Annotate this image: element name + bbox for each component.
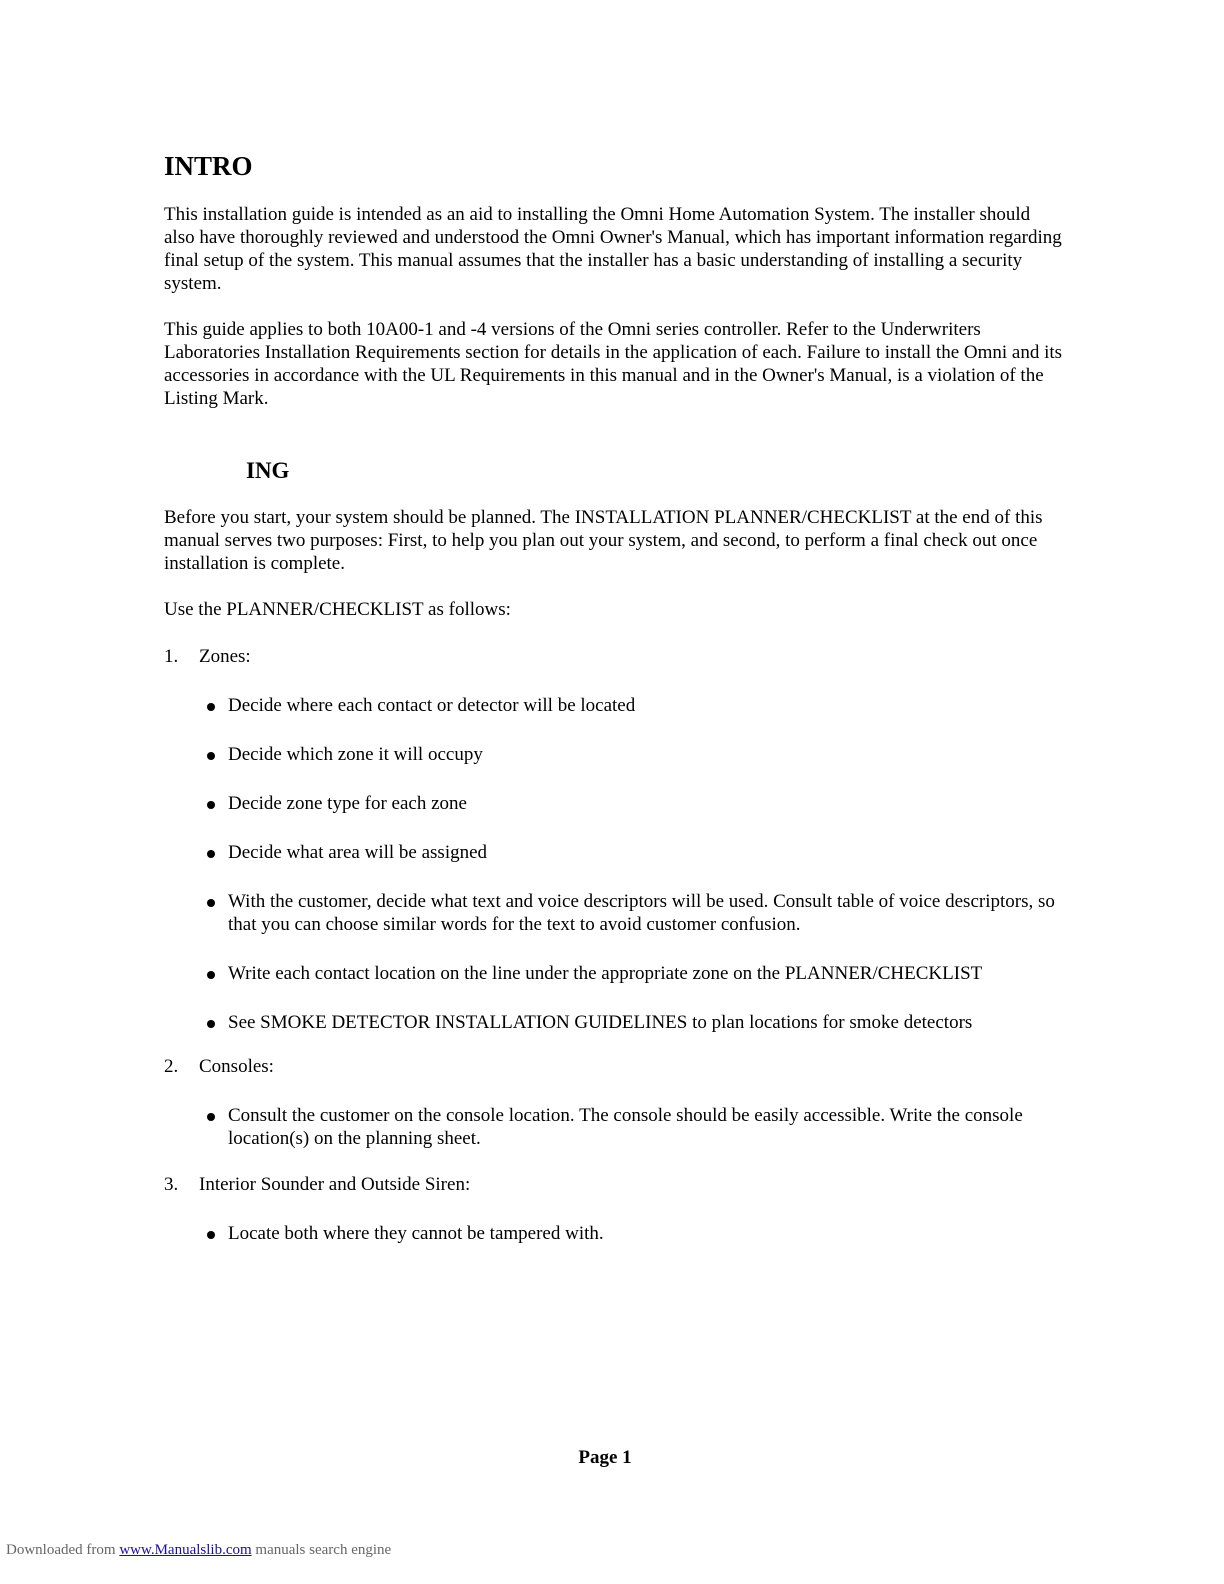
bullet-icon xyxy=(207,752,215,760)
bullet-icon xyxy=(207,971,215,979)
item-number: 1. xyxy=(164,646,179,667)
numbered-item-sounder-siren xyxy=(164,1173,1064,1196)
page-content xyxy=(164,150,1064,1245)
bullet-text: See SMOKE DETECTOR INSTALLATION GUIDELINES to plan locations for smoke detectors xyxy=(228,1012,973,1033)
bullet-text: Decide which zone it will occupy xyxy=(228,744,483,765)
item-number: 2. xyxy=(164,1056,179,1077)
zones-bullet-list xyxy=(164,694,1064,1034)
bullet-text: Write each contact location on the line under the appropriate zone on the PLANNER/CHECKLIST xyxy=(228,963,983,984)
bullet-icon xyxy=(207,1113,215,1121)
item-label: Consoles: xyxy=(199,1056,274,1077)
bullet-text: Decide zone type for each zone xyxy=(228,793,467,814)
bullet-text: Consult the customer on the console location. The console should be easily accessible. Write the console location(s) on the planning sheet. xyxy=(228,1105,1023,1149)
list-item xyxy=(164,841,1064,864)
numbered-item-zones xyxy=(164,645,1064,668)
item-label: Interior Sounder and Outside Siren: xyxy=(199,1174,471,1195)
bullet-icon xyxy=(207,1020,215,1028)
item-number: 3. xyxy=(164,1174,179,1195)
intro-paragraph-1: This installation guide is intended as an aid to installing the Omni Home Automation System. The installer should also have thoroughly reviewed and understood the Omni Owner's Manual, which has important information regarding final setup of the system. This manual assumes that the installer has a basic understanding of installing a security system. xyxy=(164,204,1062,294)
list-item xyxy=(164,1011,1064,1034)
list-item xyxy=(164,1104,1064,1150)
planning-heading: ING xyxy=(246,458,290,483)
list-item xyxy=(164,694,1064,717)
page-number: Page 1 xyxy=(578,1447,632,1468)
bullet-icon xyxy=(207,1231,215,1239)
footer-prefix: Downloaded from xyxy=(6,1542,116,1558)
consoles-bullet-list xyxy=(164,1104,1064,1150)
planning-paragraph-2: Use the PLANNER/CHECKLIST as follows: xyxy=(164,599,511,620)
download-footer xyxy=(6,1541,391,1559)
bullet-text: Decide where each contact or detector will be located xyxy=(228,695,636,716)
list-item xyxy=(164,890,1064,936)
bullet-text: With the customer, decide what text and voice descriptors will be used. Consult table of voice descriptors, so that you can choose similar words for the text to avoid customer confusion. xyxy=(228,891,1055,935)
intro-heading: INTRO xyxy=(164,151,253,181)
intro-paragraph-2: This guide applies to both 10A00-1 and -4 versions of the Omni series controller. Refer to the Underwriters Laboratories Installation Requirements section for details in the application of each. Failure to install the Omni and its accessories in accordance with the UL Requirements in this manual and in the Owner's Manual, is a violation of the Listing Mark. xyxy=(164,319,1063,409)
bullet-icon xyxy=(207,899,215,907)
footer-suffix: manuals search engine xyxy=(255,1542,392,1558)
bullet-icon xyxy=(207,703,215,711)
bullet-icon xyxy=(207,801,215,809)
list-item xyxy=(164,792,1064,815)
bullet-text: Decide what area will be assigned xyxy=(228,842,488,863)
item-label: Zones: xyxy=(199,646,251,667)
bullet-icon xyxy=(207,850,215,858)
list-item xyxy=(164,743,1064,766)
manualslib-link[interactable]: www.Manualslib.com xyxy=(119,1542,252,1558)
sounder-bullet-list xyxy=(164,1222,1064,1245)
numbered-item-consoles xyxy=(164,1055,1064,1078)
planning-paragraph-1: Before you start, your system should be planned. The INSTALLATION PLANNER/CHECKLIST at the end of this manual serves two purposes: First, to help you plan out your system, and second, to perform a final check out once installation is complete. xyxy=(164,507,1043,574)
list-item xyxy=(164,962,1064,985)
bullet-text: Locate both where they cannot be tampered with. xyxy=(228,1223,604,1244)
list-item xyxy=(164,1222,1064,1245)
